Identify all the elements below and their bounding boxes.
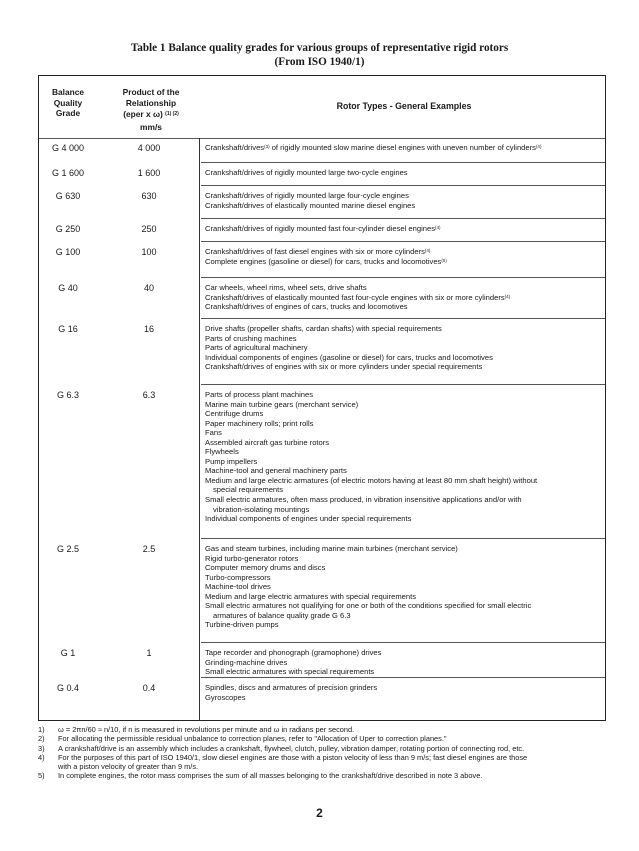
header-product-line: Relationship <box>125 97 177 108</box>
grade-cell: G 1 <box>60 648 76 658</box>
balance-quality-table <box>38 75 606 721</box>
header-grade-line: Balance <box>51 87 85 97</box>
example-line <box>205 293 603 303</box>
example-text: Rigid turbo-generator rotors <box>205 553 299 563</box>
example-line <box>205 485 603 495</box>
row-divider <box>201 677 605 678</box>
example-text: Spindles, discs and armatures of precision grinders <box>205 683 378 692</box>
header-grade-line: Grade <box>55 108 81 118</box>
examples-cell <box>205 168 603 178</box>
example-line <box>205 224 603 234</box>
example-text: Individual components of engines (gasoline or diesel) for cars, trucks and locomotives <box>205 352 493 362</box>
example-line <box>205 667 603 677</box>
example-line <box>205 343 603 353</box>
example-line <box>205 247 603 257</box>
example-line <box>205 257 603 267</box>
footnote-number: 2) <box>38 734 45 744</box>
footnote-ref: (3) <box>264 144 270 149</box>
example-text: Gas and steam turbines, including marine main turbines (merchant service) <box>205 544 458 553</box>
header-divider <box>39 138 605 139</box>
example-text: Turbo-compressors <box>205 572 271 582</box>
example-text: Machine-tool drives <box>205 582 271 592</box>
row-divider <box>201 162 605 163</box>
grade-cell: G 6.3 <box>56 390 79 400</box>
example-line <box>205 400 603 410</box>
example-text: Individual components of engines under special requirements <box>205 514 412 524</box>
grade-cell: G 16 <box>58 324 78 334</box>
example-text: Paper machinery rolls; print rolls <box>205 418 314 428</box>
footnote-ref: (4) <box>424 248 431 253</box>
example-line <box>205 419 603 429</box>
example-line <box>205 544 603 554</box>
example-line <box>205 620 603 630</box>
example-line <box>205 554 603 564</box>
product-cell: 0.4 <box>142 683 156 693</box>
footnote-line <box>38 744 606 753</box>
footnote-line <box>38 762 606 771</box>
footnote-number: 5) <box>38 771 45 781</box>
example-line <box>205 353 603 363</box>
example-text: Medium and large electric armatures (of electric motors having at least 80 mm shaft height) without <box>205 475 538 485</box>
example-line <box>205 168 603 178</box>
example-text: Fans <box>205 428 222 438</box>
footnote-number: 1) <box>38 725 45 734</box>
example-line <box>205 648 603 658</box>
example-text: Small electric armatures with special requirements <box>205 667 375 677</box>
grade-cell: G 250 <box>55 224 81 234</box>
header-product-unit: mm/s <box>140 121 162 132</box>
footnote-ref: (4) <box>535 144 542 149</box>
example-line <box>205 563 603 573</box>
grade-cell: G 0.4 <box>56 683 79 693</box>
page-number: 2 <box>316 806 323 820</box>
table-title: Table 1 Balance quality grades for various groups of representative rigid rotors <box>130 42 509 54</box>
header-grade-line: Quality <box>53 97 83 108</box>
grade-cell: G 1 600 <box>51 168 85 178</box>
footnote-number: 4) <box>38 752 45 762</box>
example-line <box>205 324 603 334</box>
example-line <box>205 611 603 621</box>
header-product-refs: (1) (2) <box>165 111 179 117</box>
row-divider <box>201 185 605 186</box>
product-cell: 1 600 <box>137 168 161 178</box>
example-line <box>205 191 603 201</box>
product-cell: 2.5 <box>142 544 156 554</box>
example-text: Crankshaft/drives of rigidly mounted fast four-cylinder diesel engines <box>205 224 436 233</box>
example-line <box>205 362 603 372</box>
example-text: vibration-isolating mountings <box>213 504 310 514</box>
grade-cell: G 40 <box>58 283 78 293</box>
example-text: Crankshaft/drives of engines with six or more cylinders under special requirements <box>205 362 483 372</box>
example-text: Centrifuge drums <box>205 409 264 419</box>
footnote-ref: (4) <box>504 293 511 299</box>
example-line <box>205 447 603 457</box>
example-text: Marine main turbine gears (merchant service) <box>205 399 359 409</box>
example-text: Crankshaft/drives of rigidly mounted large two-cycle engines <box>205 168 408 177</box>
examples-cell <box>205 224 603 234</box>
example-line <box>205 283 603 293</box>
product-cell: 40 <box>143 283 154 293</box>
example-text: Car wheels, wheel rims, wheel sets, drive shafts <box>205 283 367 292</box>
row-divider <box>201 642 605 643</box>
example-text: armatures of balance quality grade G 6.3 <box>213 610 351 620</box>
row-divider <box>201 241 605 242</box>
footnote-ref: (5) <box>441 257 447 263</box>
example-line <box>205 143 603 153</box>
example-line <box>205 582 603 592</box>
example-text: Parts of crushing machines <box>205 333 297 343</box>
example-line <box>205 693 603 703</box>
example-text: Crankshaft/drives of fast diesel engines with six or more cylinders <box>205 247 425 256</box>
example-line <box>205 409 603 419</box>
grade-cell: G 2.5 <box>56 544 79 554</box>
table-subtitle: (From ISO 1940/1) <box>274 56 365 68</box>
example-text: Turbine-driven pumps <box>205 620 279 630</box>
example-text: Crankshaft/drives <box>205 143 265 152</box>
example-text: Parts of agricultural machinery <box>205 343 308 353</box>
example-line <box>205 683 603 693</box>
example-text: Assembled aircraft gas turbine rotors <box>205 437 330 447</box>
footnote-text: A crankshaft/drive is an assembly which includes a crankshaft, flywheel, clutch, pulley, vibration damper, rotating portion of connecting rod, etc. <box>58 743 525 753</box>
examples-cell <box>205 683 603 702</box>
example-text: Machine-tool and general machinery parts <box>205 466 347 476</box>
examples-cell <box>205 324 603 372</box>
product-cell: 100 <box>141 247 157 257</box>
column-divider <box>199 138 200 720</box>
row-divider <box>201 318 605 319</box>
row-divider <box>201 538 605 539</box>
example-line <box>205 658 603 668</box>
row-divider <box>201 384 605 385</box>
footnote-line <box>38 734 606 743</box>
example-text: Complete engines (gasoline or diesel) for cars, trucks and locomotives <box>205 256 442 266</box>
footnote-line <box>38 753 606 762</box>
example-text: Parts of process plant machines <box>205 390 314 399</box>
example-line <box>205 334 603 344</box>
example-line <box>205 201 603 211</box>
footnote-number: 3) <box>38 743 45 753</box>
header-grade <box>39 87 97 119</box>
example-text: Small electric armatures, often mass produced, in vibration insensitive applications and/or with <box>205 495 522 505</box>
example-line <box>205 505 603 515</box>
example-text: Crankshaft/drives of elastically mounted fast four-cycle engines with six or more cylinders <box>205 292 505 302</box>
examples-cell <box>205 191 603 210</box>
example-line <box>205 514 603 524</box>
footnotes <box>38 725 606 781</box>
examples-cell <box>205 143 603 153</box>
example-text: Crankshaft/drives of engines of cars, trucks and locomotives <box>205 302 408 312</box>
footnote-line <box>38 771 606 780</box>
example-line <box>205 428 603 438</box>
example-line <box>205 457 603 467</box>
product-cell: 4 000 <box>137 143 161 153</box>
example-text: Gyroscopes <box>205 692 246 702</box>
example-text: Small electric armatures not qualifying for one or both of the conditions specified for small electric <box>205 601 532 611</box>
footnote-text: For allocating the permissible residual unbalance to correction planes, refer to "Allocation of Uper to correction planes." <box>58 734 447 744</box>
examples-cell <box>205 247 603 266</box>
row-divider <box>201 218 605 219</box>
example-line <box>205 495 603 505</box>
product-cell: 6.3 <box>142 390 156 400</box>
product-cell: 1 <box>146 648 152 658</box>
example-line <box>205 592 603 602</box>
footnote-ref: (4) <box>435 225 441 230</box>
header-examples: Rotor Types - General Examples <box>336 101 472 111</box>
footnote-text: ω = 2πn/60 ≈ n/10, if n is measured in revolutions per minute and ω in radians per second. <box>58 725 355 734</box>
example-text: Flywheels <box>205 447 239 457</box>
product-cell: 630 <box>141 191 157 201</box>
footnote-text: For the purposes of this part of ISO 1940/1, slow diesel engines are those with a piston velocity of less than 9 m/s; fast diesel engines are those <box>58 752 528 762</box>
example-text: Drive shafts (propeller shafts, cardan shafts) with special requirements <box>205 324 442 333</box>
examples-cell <box>205 544 603 630</box>
example-text: Pump impellers <box>205 456 258 466</box>
example-line <box>205 573 603 583</box>
example-line <box>205 302 603 312</box>
example-line <box>205 466 603 476</box>
header-product-line: Product of the <box>122 87 180 97</box>
footnote-text: In complete engines, the rotor mass comprises the sum of all masses belonging to the crankshaft/drive described in note 3 above. <box>58 771 483 781</box>
footnote-text: with a piston velocity of greater than 9 m/s. <box>58 762 199 772</box>
examples-cell <box>205 390 603 524</box>
grade-cell: G 630 <box>55 191 81 201</box>
example-text: Medium and large electric armatures with special requirements <box>205 591 417 601</box>
header-product-formula: (eper x ω) $^{(1) (2)}$ <box>123 109 179 119</box>
examples-cell <box>205 648 603 677</box>
example-text: special requirements <box>213 485 284 495</box>
footnote-line <box>38 725 606 734</box>
example-text: Tape recorder and phonograph (gramophone) drives <box>205 648 382 657</box>
example-line <box>205 438 603 448</box>
grade-cell: G 100 <box>55 247 81 257</box>
example-text: of rigidly mounted slow marine diesel engines with uneven number of cylinders <box>269 143 536 152</box>
examples-cell <box>205 283 603 312</box>
example-text: Crankshaft/drives of rigidly mounted large four-cycle engines <box>205 191 409 200</box>
example-text: Computer memory drums and discs <box>205 563 326 573</box>
example-text: Crankshaft/drives of elastically mounted marine diesel engines <box>205 200 416 210</box>
example-line <box>205 476 603 486</box>
row-divider <box>201 277 605 278</box>
grade-cell: G 4 000 <box>51 143 85 153</box>
product-cell: 16 <box>143 324 154 334</box>
example-line <box>205 601 603 611</box>
product-cell: 250 <box>141 224 157 234</box>
header-product <box>105 87 197 132</box>
example-line <box>205 390 603 400</box>
example-text: Grinding-machine drives <box>205 657 288 667</box>
